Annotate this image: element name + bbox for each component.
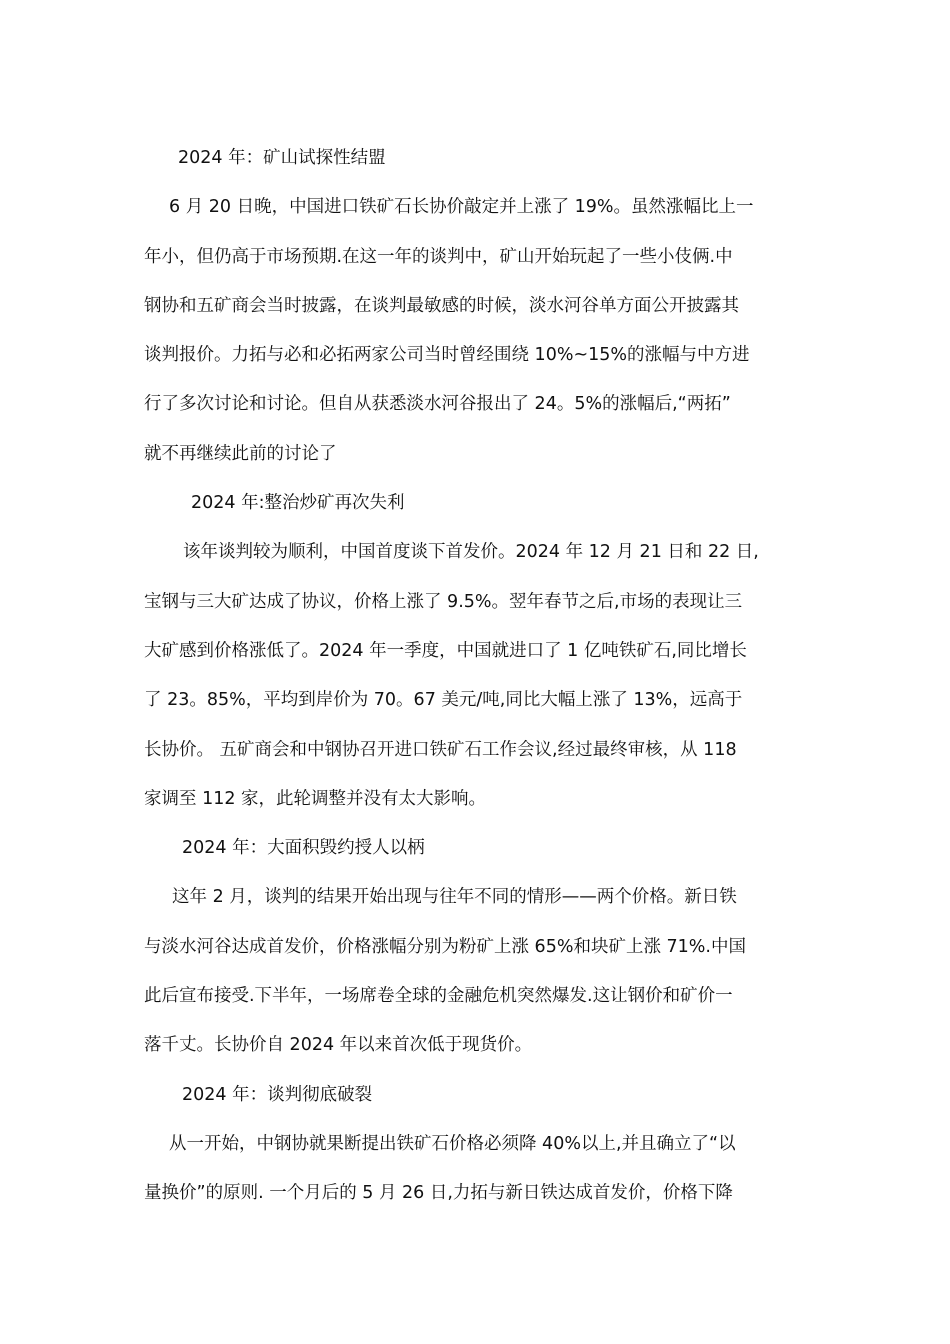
paragraph-line: 该年谈判较为顺利，中国首度谈下首发价。2024 年 12 月 21 日和 22 日, — [183, 542, 759, 563]
paragraph-line: 宝钢与三大矿达成了协议，价格上涨了 9.5%。翌年春节之后,市场的表现让三 — [144, 591, 743, 612]
section-heading: 2024 年：谈判彻底破裂 — [182, 1084, 373, 1105]
paragraph-line: 从一开始，中钢协就果断提出铁矿石价格必须降 40%以上,并且确立了“以 — [169, 1133, 736, 1154]
paragraph-line: 落千丈。长协价自 2024 年以来首次低于现货价。 — [144, 1035, 533, 1056]
section-heading: 2024 年:整治炒矿再次失利 — [191, 493, 405, 514]
paragraph-line: 就不再继续此前的讨论了 — [144, 443, 337, 464]
paragraph-line: 行了多次讨论和讨论。但自从获悉淡水河谷报出了 24。5%的涨幅后,“两拓” — [144, 394, 731, 415]
document-page — [144, 134, 816, 1219]
paragraph-line: 此后宣布接受.下半年，一场席卷全球的金融危机突然爆发.这让钢价和矿价一 — [144, 986, 733, 1007]
paragraph-line: 年小，但仍高于市场预期.在这一年的谈判中，矿山开始玩起了一些小伎俩.中 — [144, 246, 733, 267]
paragraph-line: 大矿感到价格涨低了。2024 年一季度，中国就进口了 1 亿吨铁矿石,同比增长 — [144, 640, 747, 661]
paragraph-line: 量换价”的原则. 一个月后的 5 月 26 日,力拓与新日铁达成首发价，价格下降 — [144, 1183, 733, 1204]
paragraph-line: 钢协和五矿商会当时披露，在谈判最敏感的时候，淡水河谷单方面公开披露其 — [144, 295, 739, 316]
paragraph-line: 与淡水河谷达成首发价，价格涨幅分别为粉矿上涨 65%和块矿上涨 71%.中国 — [144, 936, 746, 957]
paragraph-line: 6 月 20 日晚，中国进口铁矿石长协价敲定并上涨了 19%。虽然涨幅比上一 — [169, 197, 754, 218]
paragraph-line: 长协价。 五矿商会和中钢协召开进口铁矿石工作会议,经过最终审核，从 118 — [144, 739, 737, 760]
paragraph-line: 谈判报价。力拓与必和必拓两家公司当时曾经围绕 10%~15%的涨幅与中方进 — [144, 345, 750, 366]
paragraph-line: 家调至 112 家，此轮调整并没有太大影响。 — [144, 788, 487, 809]
paragraph-line: 这年 2 月，谈判的结果开始出现与往年不同的情形——两个价格。新日铁 — [172, 887, 737, 908]
section-heading: 2024 年：矿山试探性结盟 — [178, 148, 386, 168]
paragraph-line: 了 23。85%，平均到岸价为 70。67 美元/吨,同比大幅上涨了 13%，远高于 — [144, 690, 743, 711]
section-heading: 2024 年：大面积毁约授人以柄 — [182, 838, 425, 859]
